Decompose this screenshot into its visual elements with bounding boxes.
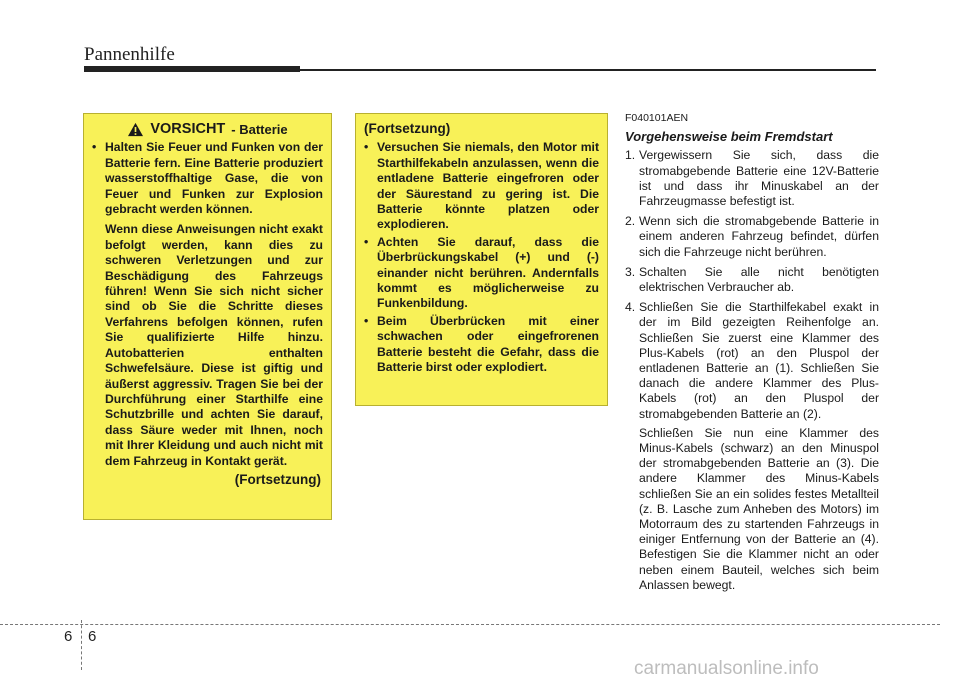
step-extra-text: Schließen Sie nun eine Klammer des Minus-Kabels (schwarz) an den Minuspol der stromabgebenden Batterie an (3). Die andere Klammer des Minus-Kabels schließen Sie an ein solides festes Metallteil (z. B. Lasche zum Anheben des Motors) im Motorraum des zu startenden Fahrzeugs in einiger Entfernung von der Batterie an (4). Befestigen Sie die Klammer nicht an oder neben einem Bauteil, welches sich beim Anlassen bewegt. [639,425,879,592]
step-text: Vergewissern Sie sich, dass die stromabgebende Batterie eine 12V-Batterie ist und dass ihr Minuskabel an der Fahrzeugmasse befestigt ist. [639,148,879,209]
continued-caution-box [355,113,608,406]
procedure-step [625,214,879,260]
watermark: carmanualsonline.info [634,658,819,679]
step-text: Schließen Sie die Starthilfekabel exakt in der im Bild gezeigten Reihenfolge an. Schließen Sie zuerst eine Klammer des Plus-Kabels (rot) an den Pluspol der entladenen Batterie an (1). Schließen Sie danach die andere Klammer des Plus-Kabels (rot) an den Pluspol der stromabgebenden Batterie an (2). [639,300,879,421]
header-rule-thick [84,66,300,72]
page-header-title: Pannenhilfe [84,44,175,65]
page-number: 6 [88,628,97,645]
caution-heading-sub: - Batterie [231,122,288,137]
continued-bullet: • Versuchen Sie niemals, den Motor mit Starthilfekabeln anzulassen, wenn die entladene Batterie eingefroren oder der Säurestand zu gering ist. Die Batterie könnte platzen oder explodieren. [364,140,599,232]
warning-triangle-icon [127,122,144,137]
section-title: Vorgehensweise beim Fremdstart [625,129,833,145]
footer-divider [0,624,940,625]
step-number: 1. [625,148,636,163]
procedure-column [625,111,879,598]
procedure-step [625,148,879,209]
procedure-step [625,265,879,295]
caution-heading [92,122,323,137]
caution-continued-label: (Fortsetzung) [234,471,321,487]
step-text: Wenn sich die stromabgebende Batterie in einem anderen Fahrzeug befindet, dürfen sich die Fahrzeuge nicht berühren. [639,214,879,259]
caution-box [83,113,332,520]
footer-page-separator [81,620,82,670]
caution-paragraph: Wenn diese Anweisungen nicht exakt befolgt werden, kann dies zu schweren Verletzungen und zur Beschädigung des Fahrzeugs führen! Wenn Sie sich nicht sicher sind ob Sie die Schritte dieses Verfahrens befolgen können, rufen Sie qualifizierte Hilfe hinzu. Autobatterien enthalten Schwefelsäure. Diese ist giftig und äußerst aggressiv. Tragen Sie bei der Durchführung einer Starthilfe eine Schutzbrille und achten Sie darauf, dass Säure weder mit Ihnen, noch mit Ihrer Kleidung und auch nicht mit dem Fahrzeug in Kontakt gerät. [105,222,323,468]
header-rule-thin [300,69,876,71]
step-number: 3. [625,264,636,279]
caution-heading-main: VORSICHT [150,121,226,137]
section-code: F040101AEN [625,112,689,124]
step-number: 2. [625,214,636,229]
continued-bullet: • Beim Überbrücken mit einer schwachen oder eingefrorenen Batterie besteht die Gefahr, dass die Batterie birst oder explodiert. [364,314,599,376]
step-text: Schalten Sie alle nicht benötigten elektrischen Verbraucher ab. [639,264,879,295]
procedure-step [625,300,879,593]
caution-bullet: • Halten Sie Feuer und Funken von der Batterie fern. Eine Batterie produziert wasserstoffhaltige Gase, die von Feuer und Funken zur Explosion gebracht werden können. [92,140,323,217]
step-number: 4. [625,300,636,315]
continued-bullet: • Achten Sie darauf, dass die Überbrückungskabel (+) und (-) einander nicht berühren. Andernfalls kommt es möglicherweise zu Funkenbildung. [364,235,599,312]
chapter-number: 6 [64,628,73,645]
continued-heading: (Fortsetzung) [364,121,451,136]
